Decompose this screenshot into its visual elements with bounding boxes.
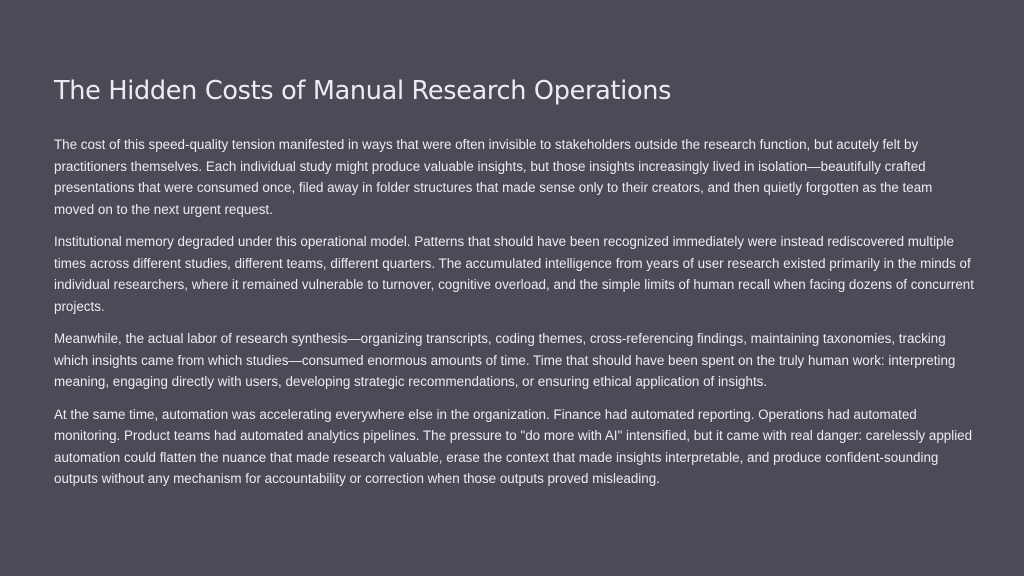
slide [54,0,974,576]
paragraph: Meanwhile, the actual labor of research synthesis—organizing transcripts, coding themes, cross-referencing findings, maintaining taxonomies, tracking which insights came from which studies—consumed enormous amounts of time. Time that should have been spent on the truly human work: interpreting meaning, engaging directly with users, developing strategic recommendations, or ensuring ethical application of insights. [54,331,956,389]
page-title: The Hidden Costs of Manual Research Operations [54,76,672,106]
paragraph: At the same time, automation was accelerating everywhere else in the organization. Finance had automated reporting. Operations had automated monitoring. Product teams had automated analytics pipelines. The pressure to "do more with AI" intensified, but it came with real danger: carelessly applied automation could flatten the nuance that made research valuable, erase the context that made insights interpretable, and produce confident-sounding outputs without any mechanism for accountability or correction when those outputs proved misleading. [54,406,973,486]
paragraph: Institutional memory degraded under this operational model. Patterns that should have been recognized immediately were instead rediscovered multiple times across different studies, different teams, different quarters. The accumulated intelligence from years of user research existed primarily in the minds of individual researchers, where it remained vulnerable to turnover, cognitive overload, and the simple limits of human recall when facing dozens of concurrent projects. [54,234,974,314]
body-text [54,134,974,501]
paragraph: The cost of this speed-quality tension manifested in ways that were often invisible to stakeholders outside the research function, but acutely felt by practitioners themselves. Each individual study might produce valuable insights, but those insights increasingly lived in isolation—beautifully crafted presentations that were consumed once, filed away in folder structures that made sense only to their creators, and then quietly forgotten as the team moved on to the next urgent request. [54,137,933,217]
